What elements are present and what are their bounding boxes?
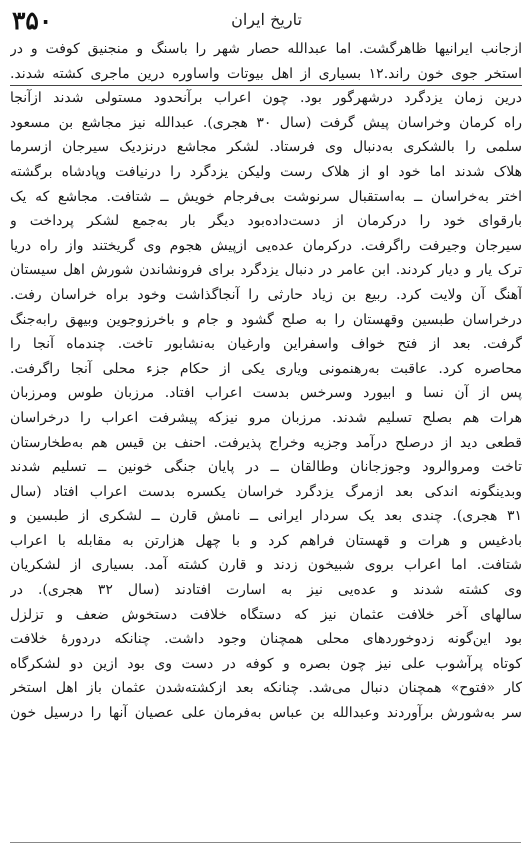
body-text	[10, 37, 522, 726]
text-line: هلاک شدند اما خود او از هلاک رست ولیکن یزدگرد را درنیافت وپادشاه برگشته	[10, 163, 522, 180]
text-line: تاخت ومروالرود وجوزجانان وطالقان ــ در پایان جنگی خونین ــ تسلیم شدند	[10, 459, 522, 476]
text-line: بود این‌گونه زدوخوردهای محلی همچنان وجود داشت. چنانکه دردورهٔ خلافت	[10, 631, 522, 648]
text-line: کار «فتوح» همچنان دنبال می‌شد. چنانکه بعد ازکشته‌شدن عثمان باز اهل استخر	[10, 680, 522, 697]
text-line: درین زمان یزدگرد درشهرگور بود. چون اعراب برآنحدود مستولی شدند ازآنجا	[10, 90, 522, 107]
text-line: کوتاه پرآشوب علی نیز چون بصره و کوفه در دست وی بود ازین دو لشکرگاه	[10, 655, 522, 672]
text-line: سلمی را بالشکری به‌دنبال وی فرستاد. لشکر مجاشع درنزدیک سیرجان ازسرما	[10, 139, 522, 156]
text-line: سر به‌شورش برآوردند وعبدالله بن عباس به‌فرمان علی عصیان آنها را درسیل خون	[10, 705, 522, 722]
text-line: آهنگ آن ولایت کرد. ربیع بن زیاد حارثی را آنجاگذاشت وخود براه خراسان رفت.	[10, 286, 522, 303]
text-line: اختر به‌خراسان ــ به‌استقبال سرنوشت بی‌فرجام خویش ــ شتافت. مجاشع که یک	[10, 188, 522, 205]
footer-rule	[10, 842, 521, 843]
text-line: راه کرمان وخراسان پیش گرفت (سال ۳۰ هجری). عبدالله نیز مجاشع بن مسعود	[10, 114, 522, 131]
text-line: سالهای آخر خلافت عثمان نیز که دستگاه خلافت دستخوش ضعف و تزلزل	[10, 606, 522, 623]
text-line: بارقوای خود را درکرمان از دست‌داده‌بود دیگر بار به‌جمع لشکر پرداخت و	[10, 213, 522, 230]
text-line: استخر جوی خون راند.۱۲ بسیاری از اهل بیوتات واساوره درین ماجری کشته شدند.	[10, 62, 522, 87]
text-line: وی کشته شدند و عده‌یی نیز به اسارت افتادند (سال ۳۲ هجری). در	[10, 582, 522, 599]
running-title: تاریخ ایران	[231, 10, 302, 29]
text-line: محاصره کرد. عاقبت به‌رهنمونی ویاری یکی از حکام جزء محلی آنجا راگرفت.	[10, 360, 522, 377]
text-line: پس از آن نسا و ابیورد وسرخس بدست اعراب افتاد. مرزبان طوس ومرزبان	[10, 385, 522, 402]
text-line: ترک یار و دیار کردند. ابن عامر در دنبال یزدگرد برای فرونشاندن شورش اهل سیستان	[10, 262, 522, 279]
text-line: هرات هم بصلح تسلیم شدند. مرزبان مرو نیزکه پیشرفت اعراب را درخراسان	[10, 409, 522, 426]
text-line: بادغیس و هرات و قهستان فراهم کرد و با چهل هزارتن به مقابله با اعراب	[10, 532, 522, 549]
text-line: شتافت. اما اعراب بروی شبیخون زدند و قارن کشته آمد. بسیاری از لشکریان	[10, 557, 522, 574]
text-line: سیرجان وجیرفت راگرفت. درکرمان عده‌یی ازپیش هجوم وی گریختند واز راه دریا	[10, 237, 522, 254]
text-line: درخراسان طبسین وقهستان را به صلح گشود و جام و باخرزوجوین وبیهق رابه‌جنگ	[10, 311, 522, 328]
text-line: ۳۱ هجری). چندی بعد یک سردار ایرانی ــ نامش قارن ــ لشکری از طبسین و	[10, 508, 522, 525]
text-line: قطعی دید از درصلح درآمد وجزیه وخراج پذیرفت. احنف بن قیس هم به‌طخارستان	[10, 434, 522, 451]
text-line: ازجانب ایرانیها ظاهرگشت. اما عبدالله حصار شهر را باسنگ و منجنیق کوفت و در	[10, 41, 522, 57]
text-line: گرفت. بعد از فتح خواف واسفراین وارغیان به‌نشابور تاخت. چندماه آنجا را	[10, 336, 522, 353]
page-number: ۳۵۰	[12, 6, 53, 35]
page-header	[12, 6, 521, 36]
text-line: وبدینگونه اندکی بعد ازمرگ یزدگرد خراسان یکسره بدست اعراب افتاد (سال	[10, 483, 522, 500]
